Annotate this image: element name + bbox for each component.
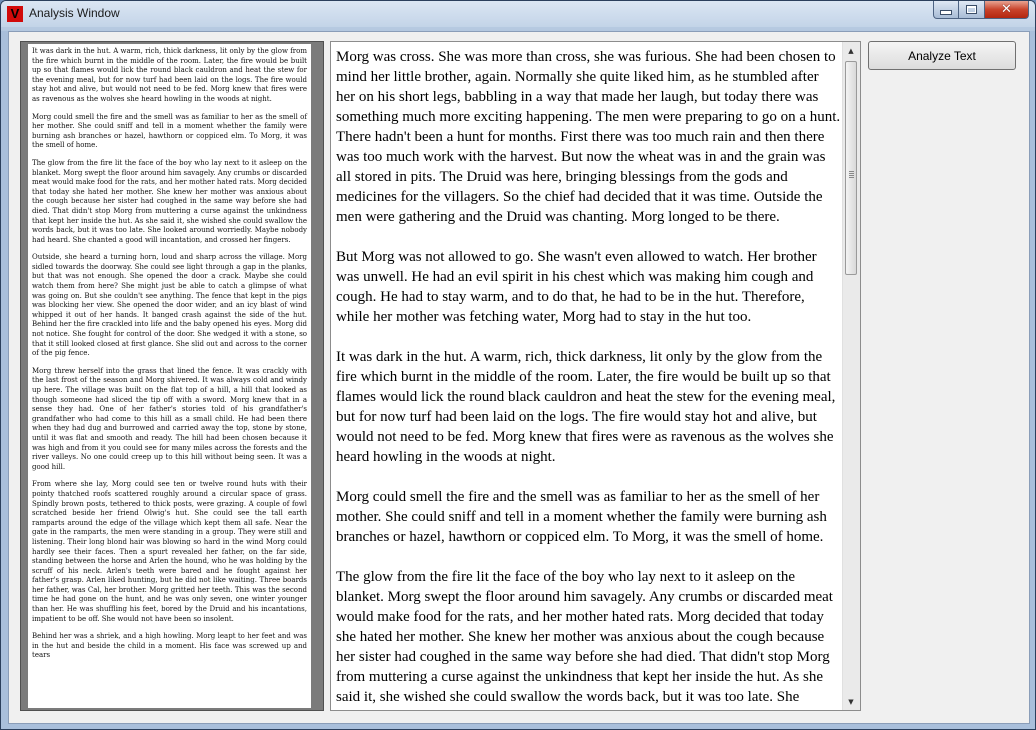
text-paragraph: Morg was cross. She was more than cross, she was furious. She had been chosen to mind her little brother, again. Normally she quite liked him, as he stumbled after her on his short legs, babbling in a way that made her laugh, but today there was something much more exciting happening. The men were preparing to go on a hunt. There hadn't been a hunt for months. First there was too much rain and then there was too much work with the harvest. But now the wheat was in and the grain was all stored in pits. The Druid was here, bringing blessings from the gods and medicines for the villagers. So the chief had decided that it was time. Outside the men were gathering and the Druid was chanting. Morg longed to be there. xyxy=(336,49,841,225)
preview-paragraph: Morg could smell the fire and the smell was as familiar to her as the smell of her mother. She could sniff and tell in a moment whether the family were burning ash branches or hazel, hawthorn or coppiced elm. To Morg, it was the smell of home. xyxy=(32,112,307,150)
text-paragraph: The glow from the fire lit the face of the boy who lay next to it asleep on the blanket. Morg swept the floor around him savagely. Any crumbs or discarded meat would make food for the rats, and her mother hated rats. Morg decided that today she hated her mother. She knew her mother was anxious about the cough because her sister had coughed in the same way before she had died. That didn't stop Morg from muttering a curse against the unkindness that kept her inside the hut. As she said it, she wished she could swallow the words back, but it was too late. She xyxy=(336,569,833,705)
preview-paragraph: Morg threw herself into the grass that lined the fence. It was crackly with the last frost of the season and Morg shivered. It was always cold and windy up here. The village was built on the flat top of a hill, a hill that looked as though someone had sliced the tip off with a sword. Morg knew that in a sense they had. One of her father's stories told of his grandfather's grandfather who had come to this hill as a small child. He had been there when they had dug and burrowed and carried away the top, stone by stone, until it was flat and smooth and ready. The hill had been chosen because it was high and from it you could see for many miles across the forests and the river valleys. No one could creep up to this hill without being seen. It was a good hill. xyxy=(32,366,307,471)
close-icon: ✕ xyxy=(1001,2,1012,17)
app-v-icon: V xyxy=(7,6,23,22)
scroll-down-arrow-icon[interactable]: ▼ xyxy=(848,697,854,706)
text-content xyxy=(336,47,841,707)
preview-paragraph: It was dark in the hut. A warm, rich, thick darkness, lit only by the glow from the fire which burnt in the middle of the room. Later, the fire would be built up so that flames would lick the round black cauldron and heat the stew for the evening meal, but for now turf had been laid on the logs. The fire would stay hot and alive, but would not need to be fed. Morg knew that fires were as ravenous as the wolves she heard howling in the woods at night. xyxy=(32,47,307,103)
text-paragraph: But Morg was not allowed to go. She wasn't even allowed to watch. Her brother was unwell. He had an evil spirit in his chest which was making him cough and cough. He had to stay warm, and to do that, he had to be in the hut. Therefore, while her mother was fetching water, Morg had to stay in the hut too. xyxy=(336,249,817,325)
grip-line xyxy=(849,173,854,174)
text-area[interactable] xyxy=(330,41,861,711)
window-controls xyxy=(933,1,1029,20)
minimize-icon xyxy=(940,10,952,15)
preview-paragraph: From where she lay, Morg could see ten or twelve round huts with their pointy thatched roofs scattered roughly around a circular space of grass. Spindly brown posts, tethered to thick posts, were grazing. A couple of fowl scratched beside her friend Olwig's hut. She could see the tall earth ramparts around the edge of the village which kept them all safe. Near the gate in the ramparts, the men were standing in a group. They were still and listening. Their long blond hair was blowing so hard in the wind Morg could hardly see their faces. Then a spurt revealed her father, on the far side, standing between the horse and Arlen the hound, who he was holding by the scruff of his neck. Arlen's teeth were bared and he fought against her father's grasp. Arlen liked hunting, but he did not like waiting. Three boards her father, was Cal, her brother. Morg gritted her teeth. This was the second time he had gone on the hunt, and he was only seven, one winter younger than her. He was shuffling his feet, bored by the Druid and his incantations, impatient to be off. She would not have been so insolent. xyxy=(32,480,307,623)
maximize-button[interactable] xyxy=(959,1,985,19)
preview-paragraph: Behind her was a shriek, and a high howling. Morg leapt to her feet and was in the hut and beside the child in a moment. His face was screwed up and tears xyxy=(32,632,307,660)
scroll-up-arrow-icon[interactable]: ▲ xyxy=(848,46,854,55)
text-paragraph: It was dark in the hut. A warm, rich, thick darkness, lit only by the glow from the fire which burnt in the middle of the room. Later, the fire would be built up so that flames would lick the round black cauldron and heat the stew for the evening meal, but for now turf had been laid on the logs. The fire would stay hot and alive, but would not need to be fed. Morg knew that fires were as ravenous as the wolves she heard howling in the woods at night. xyxy=(336,349,836,465)
text-paragraph: Morg could smell the fire and the smell was as familiar to her as the smell of her mother. She could sniff and tell in a moment whether the family were burning ash branches or hazel, hawthorn or coppiced elm. To Morg, it was the smell of home. xyxy=(336,489,827,545)
analyze-text-button[interactable]: Analyze Text xyxy=(868,41,1016,70)
preview-page xyxy=(28,44,311,708)
minimize-button[interactable] xyxy=(933,1,959,19)
grip-line xyxy=(849,171,854,172)
grip-line xyxy=(849,175,854,176)
client-area xyxy=(8,31,1030,724)
close-button[interactable] xyxy=(985,1,1029,19)
maximize-icon xyxy=(966,5,977,14)
title-bar[interactable] xyxy=(1,1,1035,27)
preview-paragraph: Outside, she heard a turning horn, loud and sharp across the village. Morg sidled towards the doorway. She could see light through a gap in the planks, but that was not enough. She opened the door a crack. Maybe she could watch them from here? She might just be able to catch a glimpse of what was going on. But she couldn't see anything. The fence that kept in the pigs was blocking her view. She opened the door wider, and an icy blast of wind whipped it out of her hands. It banged crash against the side of the hut. Behind her the fire crackled into life and the baby opened his eyes. Morg did not notice. She fought for control of the door. She wedged it with a stone, so that it still looked closed at first glance. She slid out and across to the corner of the pig fence. xyxy=(32,253,307,358)
preview-paragraph: The glow from the fire lit the face of the boy who lay next to it asleep on the blanket. Morg swept the floor around him savagely. Any crumbs or discarded meat would make food for the rats, and her mother hated rats. Morg decided that today she hated her mother. She knew her mother was anxious about the cough because her sister had coughed in the same way before she had died. That didn't stop Morg from muttering a curse against the unkindness that kept her inside the hut. As she said it, she wished she could swallow the words back, but it was too late. She looked around worriedly. Maybe nobody had heard. She chanted a good will incantation, and crossed her fingers. xyxy=(32,158,307,244)
grip-line xyxy=(849,177,854,178)
document-preview xyxy=(20,41,324,711)
window-title: Analysis Window xyxy=(29,6,120,20)
scroll-thumb[interactable] xyxy=(845,61,857,275)
vertical-scrollbar[interactable] xyxy=(842,42,860,710)
